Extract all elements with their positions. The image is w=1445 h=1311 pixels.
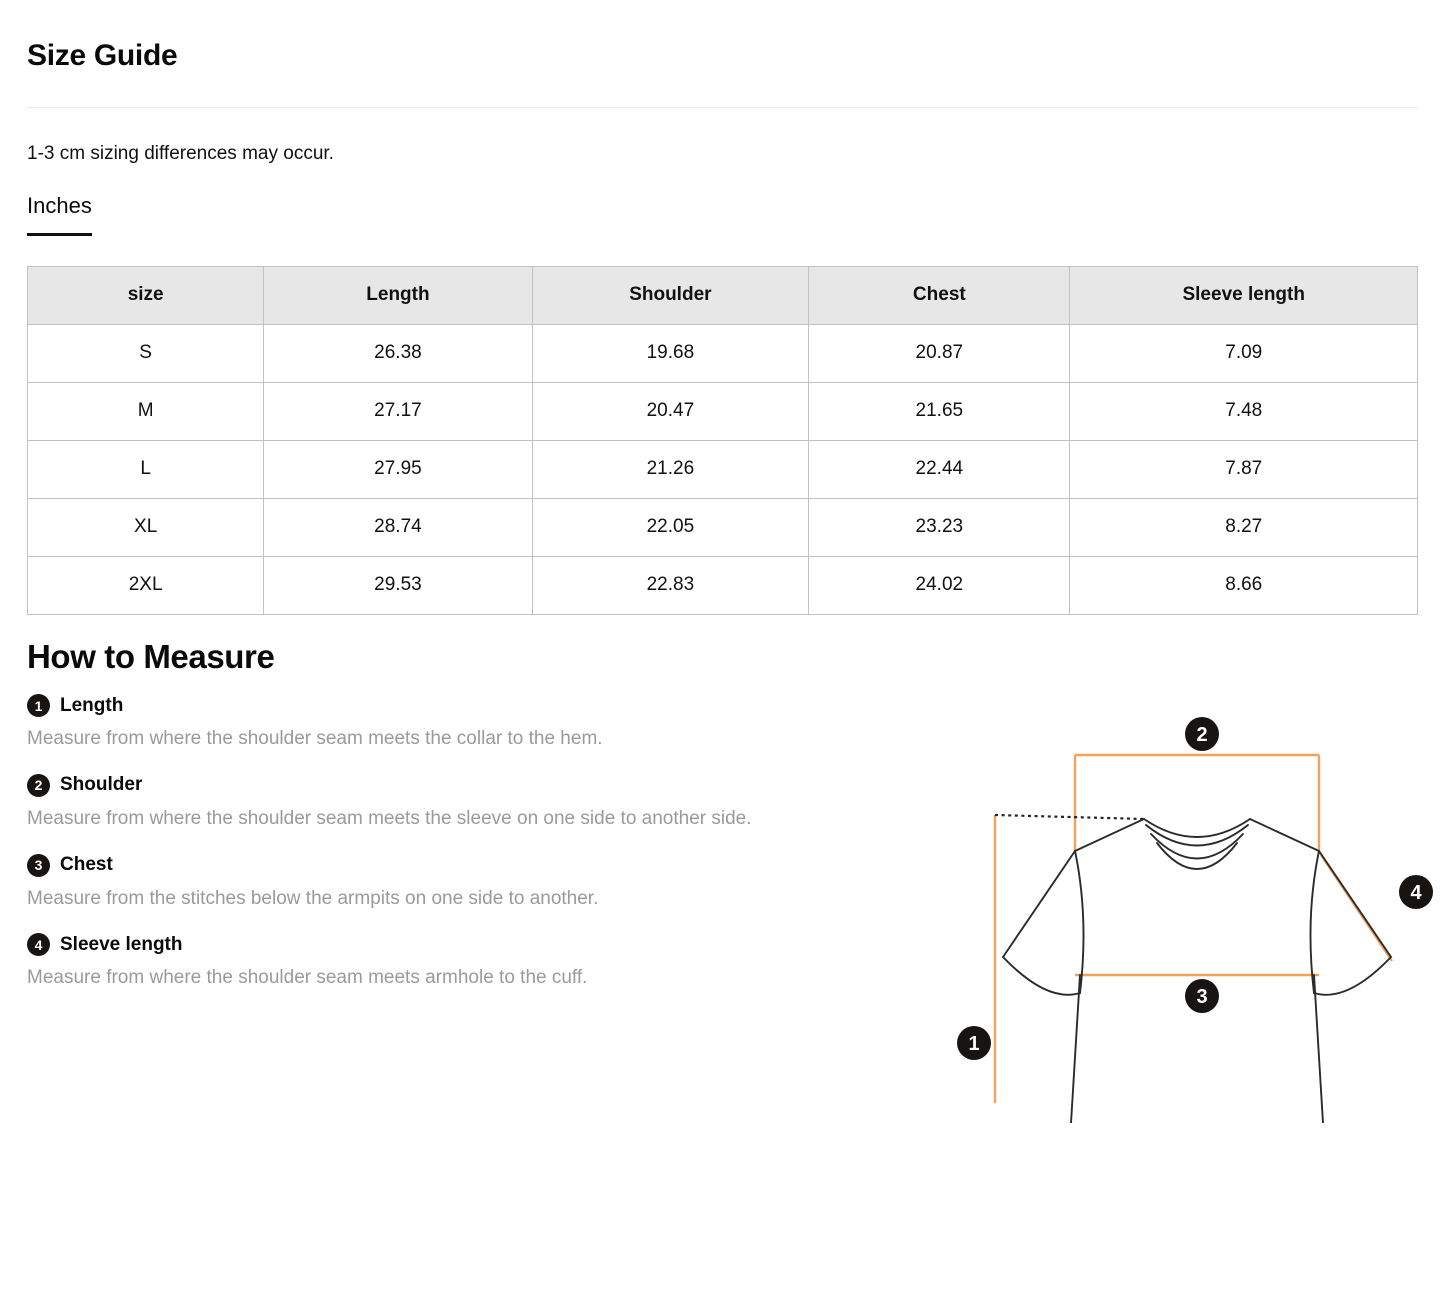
cell-chest: 23.23 xyxy=(809,498,1070,556)
table-row xyxy=(28,498,1418,556)
tab-inches[interactable]: Inches xyxy=(27,193,92,236)
tshirt-outline xyxy=(1003,819,1391,1123)
right-sleeve-cuff xyxy=(1314,957,1391,995)
cell-length: 28.74 xyxy=(264,498,532,556)
cell-chest: 24.02 xyxy=(809,556,1070,614)
diagram-marker-4-label: 4 xyxy=(1410,881,1422,904)
cell-sleeve: 7.09 xyxy=(1070,324,1418,382)
diagram-marker-3-label: 3 xyxy=(1196,985,1208,1008)
page-title: Size Guide xyxy=(27,39,178,72)
left-side-seam xyxy=(1071,975,1080,1123)
cell-length: 26.38 xyxy=(264,324,532,382)
tabs-rule xyxy=(27,239,1418,240)
cell-length: 27.17 xyxy=(264,382,532,440)
cell-sleeve: 7.87 xyxy=(1070,440,1418,498)
cell-chest: 20.87 xyxy=(809,324,1070,382)
diagram-marker-2-label: 2 xyxy=(1196,723,1208,746)
measure-label: Sleeve length xyxy=(60,933,183,955)
measure-item-shoulder xyxy=(27,774,927,832)
cell-sleeve: 8.27 xyxy=(1070,498,1418,556)
right-armhole xyxy=(1310,851,1319,993)
measure-label: Length xyxy=(60,694,124,716)
cell-shoulder: 21.26 xyxy=(532,440,809,498)
sizing-note: 1-3 cm sizing differences may occur. xyxy=(27,143,334,164)
cell-size: L xyxy=(28,440,264,498)
column-header-length: Length xyxy=(264,266,532,324)
how-to-measure-title: How to Measure xyxy=(27,637,275,675)
diagram-markers xyxy=(957,717,1433,1060)
measure-head xyxy=(27,694,927,717)
measure-list xyxy=(27,694,927,991)
cell-length: 27.95 xyxy=(264,440,532,498)
measure-head xyxy=(27,774,927,797)
measure-description: Measure from where the shoulder seam meets the collar to the hem. xyxy=(27,728,603,750)
cell-shoulder: 22.05 xyxy=(532,498,809,556)
cell-size: M xyxy=(28,382,264,440)
measure-label: Shoulder xyxy=(60,774,143,796)
table-header-row xyxy=(28,266,1418,324)
cell-length: 29.53 xyxy=(264,556,532,614)
header-divider xyxy=(27,107,1418,108)
diagram-marker-1 xyxy=(957,1026,991,1060)
measure-description: Measure from the stitches below the armpits on one side to another. xyxy=(27,887,599,909)
cell-chest: 22.44 xyxy=(809,440,1070,498)
cell-size: XL xyxy=(28,498,264,556)
cell-shoulder: 22.83 xyxy=(532,556,809,614)
table-row xyxy=(28,440,1418,498)
number-badge-icon: 1 xyxy=(27,694,50,717)
tshirt-measurement-diagram xyxy=(947,703,1445,1123)
column-header-sleeve: Sleeve length xyxy=(1070,266,1418,324)
measure-description: Measure from where the shoulder seam meets armhole to the cuff. xyxy=(27,967,588,989)
number-badge-icon: 2 xyxy=(27,774,50,797)
cell-shoulder: 19.68 xyxy=(532,324,809,382)
number-badge-icon: 4 xyxy=(27,933,50,956)
guide-line-length-dotted xyxy=(995,815,1144,819)
table-row xyxy=(28,324,1418,382)
measure-item-sleeve-length xyxy=(27,933,927,991)
left-shoulder-seam xyxy=(1003,819,1144,957)
cell-size: 2XL xyxy=(28,556,264,614)
diagram-marker-3 xyxy=(1185,979,1219,1013)
left-armhole xyxy=(1075,851,1084,993)
collar-line-4 xyxy=(1157,843,1237,869)
diagram-marker-2 xyxy=(1185,717,1219,751)
unit-tabs xyxy=(27,193,1418,240)
diagram-marker-4 xyxy=(1399,875,1433,909)
cell-sleeve: 8.66 xyxy=(1070,556,1418,614)
left-sleeve-cuff xyxy=(1003,957,1080,995)
cell-shoulder: 20.47 xyxy=(532,382,809,440)
column-header-size: size xyxy=(28,266,264,324)
measure-head xyxy=(27,854,927,877)
cell-sleeve: 7.48 xyxy=(1070,382,1418,440)
number-badge-icon: 3 xyxy=(27,854,50,877)
table-row xyxy=(28,556,1418,614)
measure-label: Chest xyxy=(60,854,113,876)
table-row xyxy=(28,382,1418,440)
size-table xyxy=(27,266,1418,615)
measure-head xyxy=(27,933,927,956)
right-side-seam xyxy=(1314,975,1323,1123)
guide-lines xyxy=(995,755,1392,1103)
cell-chest: 21.65 xyxy=(809,382,1070,440)
column-header-chest: Chest xyxy=(809,266,1070,324)
measure-description: Measure from where the shoulder seam meets the sleeve on one side to another side. xyxy=(27,807,752,829)
diagram-marker-1-label: 1 xyxy=(968,1032,980,1055)
how-to-measure-section xyxy=(27,637,1422,1055)
column-header-shoulder: Shoulder xyxy=(532,266,809,324)
right-shoulder-seam xyxy=(1250,819,1391,957)
measure-item-chest xyxy=(27,854,927,912)
cell-size: S xyxy=(28,324,264,382)
measure-item-length xyxy=(27,694,927,752)
